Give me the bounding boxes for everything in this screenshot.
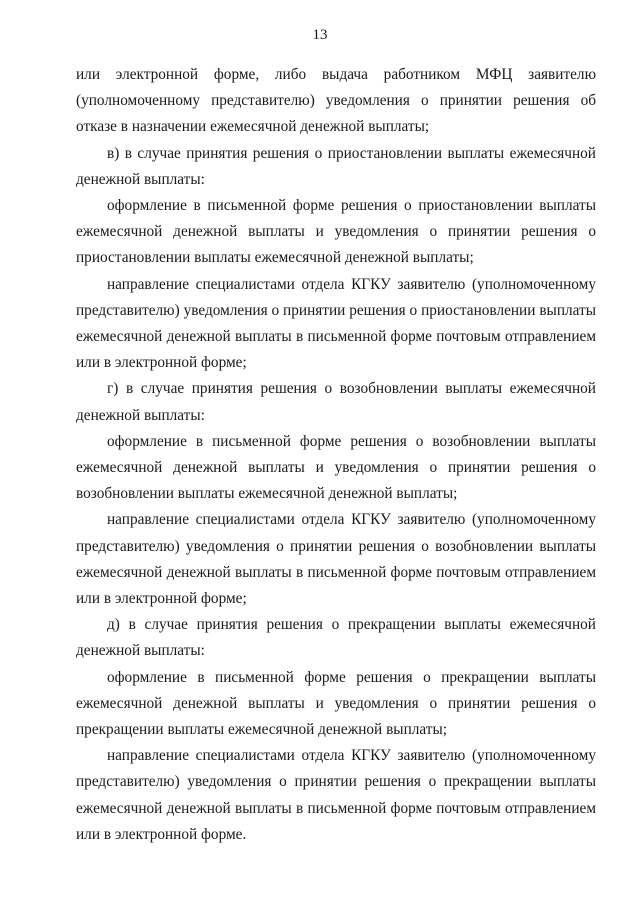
paragraph-refusal-notice-continuation: или электронной форме, либо выдача работником МФЦ заявителю (уполномоченному представителю) уведомления о принятии решения об отказе в назначении ежемесячной денежной выплаты; xyxy=(76,66,596,136)
paragraph-item-v-suspension: в) в случае принятия решения о приостановлении выплаты ежемесячной денежной выплаты: xyxy=(76,144,596,188)
paragraph-termination-notice-delivery: направление специалистами отдела КГКУ заявителю (уполномоченному представителю) уведомления о принятии решения о прекращении выплаты ежемесячной денежной выплаты в письменной форме почтовым отправлением или в электронной форме. xyxy=(76,747,596,843)
paragraph-item-g-resumption: г) в случае принятия решения о возобновлении выплаты ежемесячной денежной выплаты: xyxy=(76,380,596,424)
paragraph-suspension-notice-delivery: направление специалистами отдела КГКУ заявителю (уполномоченному представителю) уведомления о принятии решения о приостановлении выплаты ежемесячной денежной выплаты в письменной форме почтовым отправлением или в электронной форме; xyxy=(76,275,596,372)
paragraph-resumption-formalization: оформление в письменной форме решения о возобновлении выплаты ежемесячной денежной выплаты и уведомления о принятии решения о возобновлении выплаты ежемесячной денежной выплаты; xyxy=(76,432,596,503)
paragraph-suspension-formalization: оформление в письменной форме решения о приостановлении выплаты ежемесячной денежной выплаты и уведомления о принятии решения о приостановлении выплаты ежемесячной денежной выплаты; xyxy=(76,197,596,267)
paragraph-termination-formalization: оформление в письменной форме решения о прекращении выплаты ежемесячной денежной выплаты и уведомления о принятии решения о прекращении выплаты ежемесячной денежной выплаты; xyxy=(76,668,596,739)
document-body xyxy=(76,62,596,848)
page-number: 13 xyxy=(312,27,328,43)
paragraph-resumption-notice-delivery: направление специалистами отдела КГКУ заявителю (уполномоченному представителю) уведомления о принятии решения о возобновлении выплаты ежемесячной денежной выплаты в письменной форме почтовым отправлением или в электронной форме; xyxy=(76,511,596,608)
paragraph-item-d-termination: д) в случае принятия решения о прекращении выплаты ежемесячной денежной выплаты: xyxy=(76,616,596,660)
